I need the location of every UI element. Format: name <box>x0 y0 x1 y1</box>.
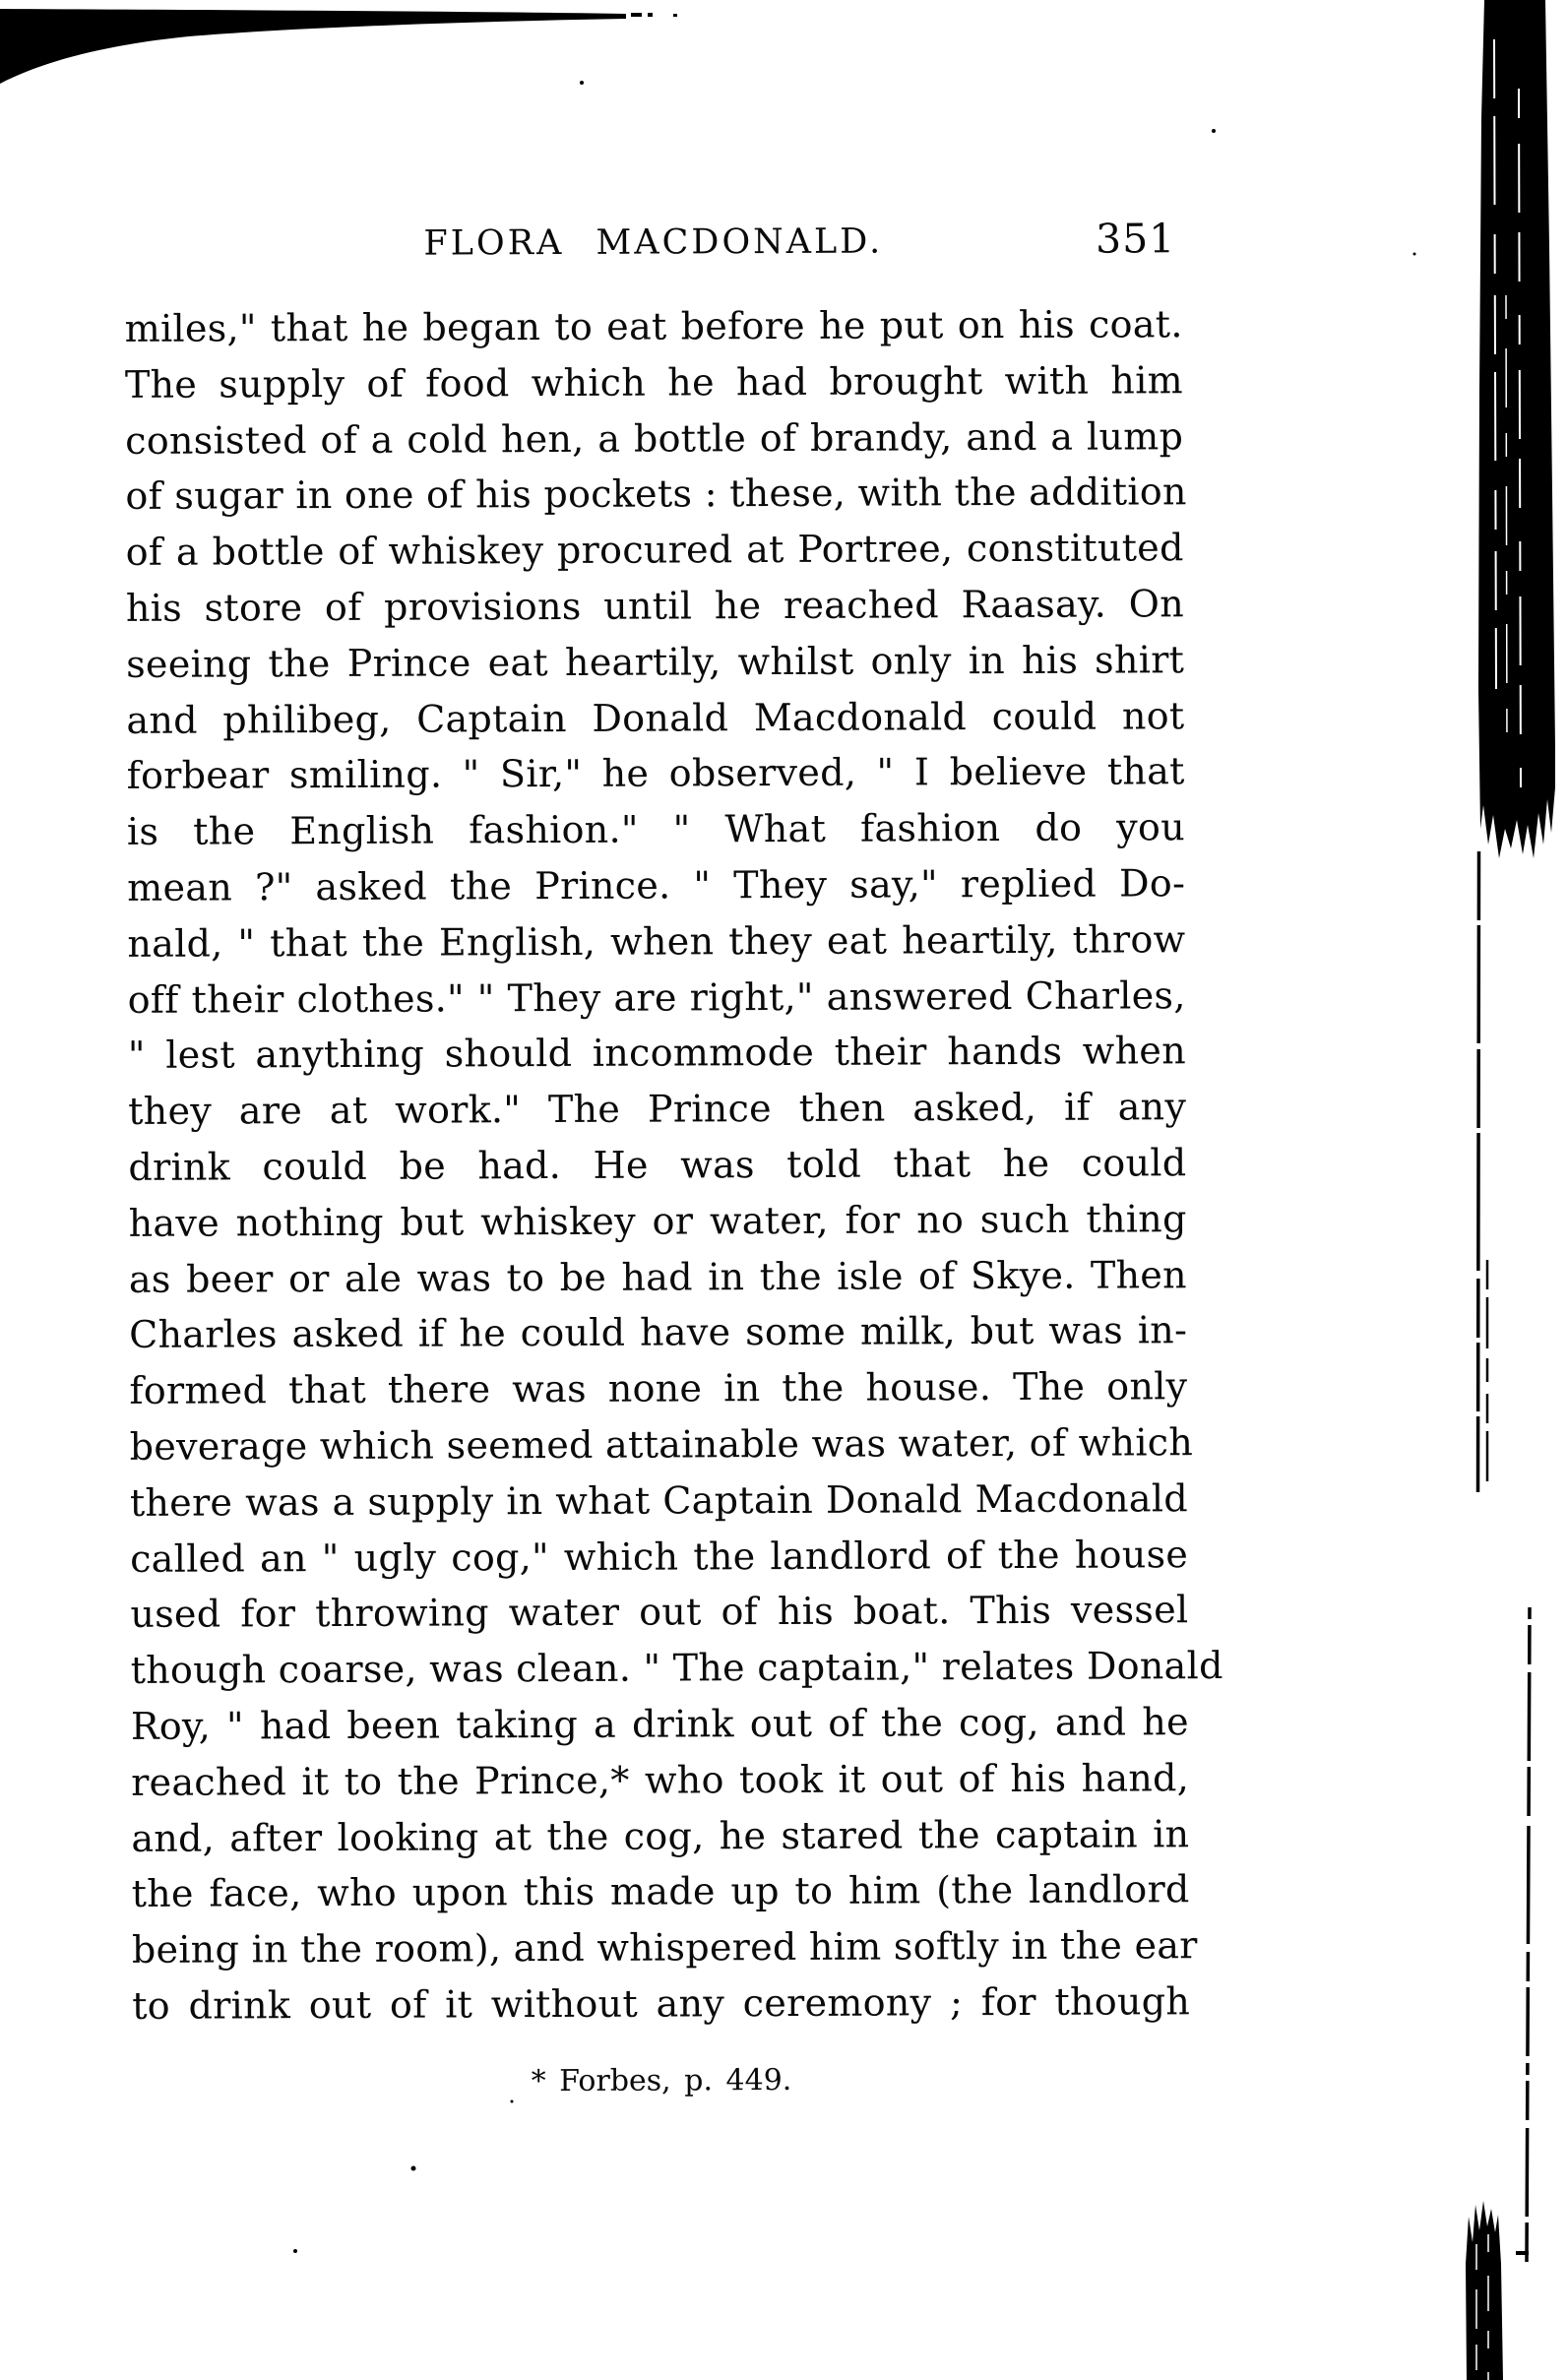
text-line: formed that there was none in the house. The only <box>129 1364 1188 1413</box>
text-line: called an " ugly cog," which the landlord of the house <box>130 1532 1189 1581</box>
text-line: " lest anything should incommode their hands when <box>127 1029 1187 1078</box>
text-line: of sugar in one of his pockets : these, with the addition <box>125 470 1187 519</box>
running-header-title: FLORA MACDONALD. <box>423 221 884 264</box>
text-line: to drink out of it without any ceremony ; for though <box>132 1979 1191 2028</box>
text-line: miles," that he began to eat before he put on his coat. <box>124 302 1183 350</box>
text-line: of a bottle of whiskey procured at Portree, constituted <box>125 526 1184 575</box>
page-number: 351 <box>1095 215 1176 263</box>
text-line: reached it to the Prince,* who took it out of his hand, <box>131 1755 1190 1804</box>
text-line: his store of provisions until he reached Raasay. On <box>125 582 1185 630</box>
text-line: drink could be had. He was told that he could <box>128 1141 1187 1189</box>
text-line: used for throwing water out of his boat. This vessel <box>130 1588 1189 1637</box>
text-line: beverage which seemed attainable was water, of which <box>129 1420 1194 1469</box>
text-line: the face, who upon this made up to him (the landlord <box>131 1867 1190 1916</box>
text-line: being in the room), and whispered him softly in the ear <box>131 1923 1198 1973</box>
text-line: Charles asked if he could have some milk, but was in- <box>129 1308 1188 1357</box>
text-line: is the English fashion." " What fashion do you <box>126 805 1186 854</box>
text-line: as beer or ale was to be had in the isle of Skye. Then <box>128 1252 1188 1301</box>
text-line: and, after looking at the cog, he stared the captain in <box>131 1811 1190 1860</box>
text-line: though coarse, was clean. " The captain," relates Donald <box>130 1644 1223 1693</box>
body-text <box>124 296 1223 2034</box>
text-line: The supply of food which he had brought with him <box>124 358 1184 407</box>
text-line: off their clothes." " They are right," answered Charles, <box>127 972 1186 1022</box>
text-line: there was a supply in what Captain Donald Macdonald <box>129 1475 1188 1525</box>
text-line: mean ?" asked the Prince. " They say," replied Do- <box>127 861 1186 909</box>
text-line: consisted of a cold hen, a bottle of brandy, and a lump <box>125 413 1184 463</box>
text-line: nald, " that the English, when they eat heartily, throw <box>127 916 1186 966</box>
text-line: and philibeg, Captain Donald Macdonald could not <box>126 693 1185 742</box>
text-line: seeing the Prince eat heartily, whilst only in his shirt <box>126 638 1185 686</box>
text-line: forbear smiling. " Sir," he observed, " I believe that <box>126 749 1185 798</box>
text-line: have nothing but whiskey or water, for no such thing <box>128 1196 1187 1245</box>
text-line: Roy, " had been taking a drink out of the cog, and he <box>130 1700 1189 1748</box>
text-line: they are at work." The Prince then asked, if any <box>128 1085 1187 1134</box>
footnote: * Forbes, p. 449. <box>531 2062 792 2099</box>
